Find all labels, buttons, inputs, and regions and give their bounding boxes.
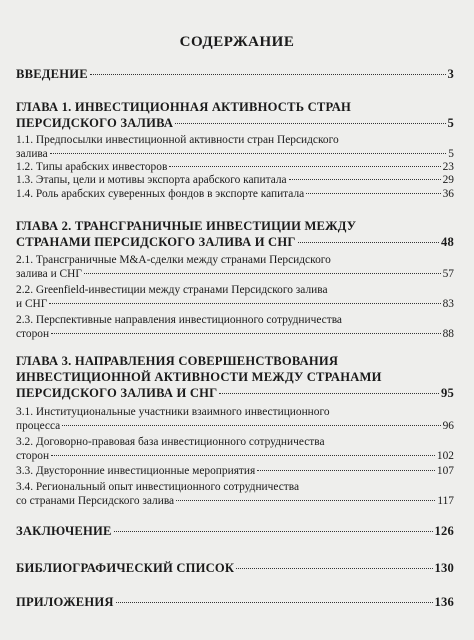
toc-entry-intro: ВВЕДЕНИЕ 3 [16, 67, 454, 81]
toc-entry-bibliography: БИБЛИОГРАФИЧЕСКИЙ СПИСОК 130 [16, 561, 454, 575]
toc-item-3-2: сторон 102 [16, 450, 454, 462]
toc-entry-appendix: ПРИЛОЖЕНИЯ 136 [16, 595, 454, 609]
toc-item-3-1: процесса 96 [16, 420, 454, 432]
toc-item-2-3: сторон 88 [16, 328, 454, 340]
toc-item-3-4: со странами Персидского залива 117 [16, 495, 454, 507]
chapter3-title-line2: ИНВЕСТИЦИОННОЙ АКТИВНОСТИ МЕЖДУ СТРАНАМИ [16, 370, 382, 384]
toc-item-3-1-line1: 3.1. Институциональные участники взаимного инвестиционного [16, 406, 330, 418]
toc-item-2-2: и СНГ 83 [16, 298, 454, 310]
page-title: СОДЕРЖАНИЕ [179, 34, 295, 50]
toc-item-3-4-line1: 3.4. Региональный опыт инвестиционного сотрудничества [16, 481, 300, 493]
toc-item-2-1: залива и СНГ 57 [16, 268, 454, 280]
toc-item-2-2-line1: 2.2. Greenfield-инвестиции между странами Персидского залива [16, 284, 328, 296]
chapter2-title-line1: ГЛАВА 2. ТРАНСГРАНИЧНЫЕ ИНВЕСТИЦИИ МЕЖДУ [16, 219, 357, 233]
chapter1-title-line1: ГЛАВА 1. ИНВЕСТИЦИОННАЯ АКТИВНОСТЬ СТРАН [16, 100, 352, 114]
toc-entry-conclusion: ЗАКЛЮЧЕНИЕ 126 [16, 524, 454, 538]
toc-entry-chapter2: СТРАНАМИ ПЕРСИДСКОГО ЗАЛИВА И СНГ 48 [16, 235, 454, 249]
toc-item-2-1-line1: 2.1. Трансграничные M&A-сделки между странами Персидского [16, 254, 331, 266]
chapter3-title-line1: ГЛАВА 3. НАПРАВЛЕНИЯ СОВЕРШЕНСТВОВАНИЯ [16, 354, 339, 368]
toc-entry-chapter1: ПЕРСИДСКОГО ЗАЛИВА 5 [16, 116, 454, 130]
toc-item-1-4: 1.4. Роль арабских суверенных фондов в экспорте капитала 36 [16, 188, 454, 200]
toc-entry-chapter3: ПЕРСИДСКОГО ЗАЛИВА И СНГ 95 [16, 386, 454, 400]
toc-item-1-2: 1.2. Типы арабских инвесторов 23 [16, 161, 454, 173]
toc-item-1-1-line1: 1.1. Предпосылки инвестиционной активности стран Персидского [16, 134, 339, 146]
toc-item-1-3: 1.3. Этапы, цели и мотивы экспорта арабского капитала 29 [16, 174, 454, 186]
toc-item-1-1: залива 5 [16, 148, 454, 160]
toc-item-3-2-line1: 3.2. Договорно-правовая база инвестиционного сотрудничества [16, 436, 325, 448]
toc-item-2-3-line1: 2.3. Перспективные направления инвестиционного сотрудничества [16, 314, 342, 326]
toc-item-3-3: 3.3. Двусторонние инвестиционные мероприятия 107 [16, 465, 454, 477]
